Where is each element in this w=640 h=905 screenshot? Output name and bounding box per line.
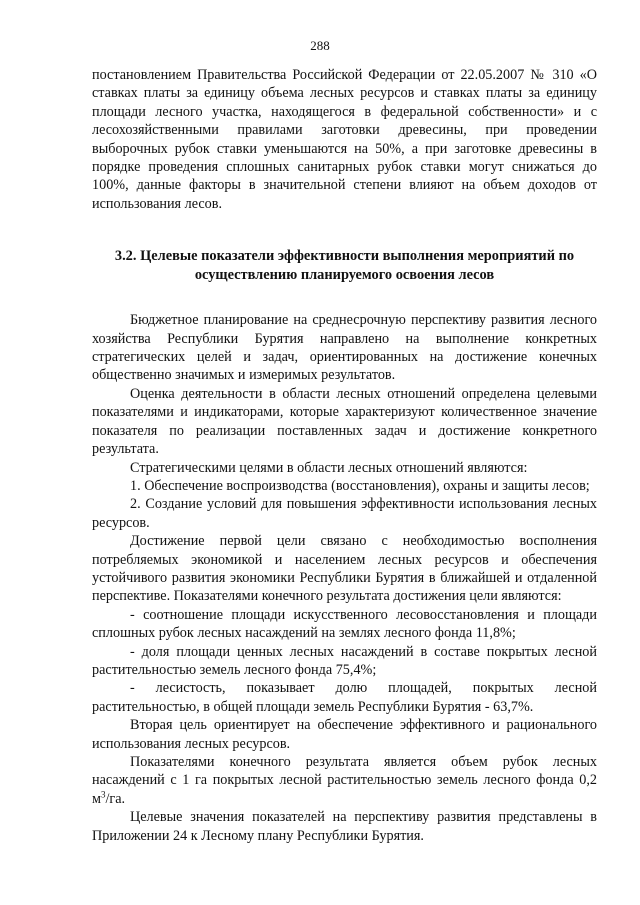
paragraph-target-values: Целевые значения показателей на перспективу развития представлены в Приложении 24 к Лесному плану Республики Бурятия. bbox=[92, 809, 597, 844]
result-unit: /га. bbox=[105, 790, 126, 807]
indicator-forest-cover: - лесистость, показывает долю площадей, покрытых лесной растительностью, в общей площади земель Республики Бурятия - 63,7%. bbox=[92, 680, 597, 715]
result-superscript: 3 bbox=[100, 789, 106, 800]
paragraph-assessment: Оценка деятельности в области лесных отношений определена целевыми показателями и индикаторами, которые характеризуют количественное значение показателя по реализации поставленных задач и достижение конкретного результата. bbox=[92, 385, 597, 458]
goal-item-1: 1. Обеспечение воспроизводства (восстановления), охраны и защиты лесов; bbox=[130, 477, 590, 494]
section-heading: 3.2. Целевые показатели эффективности выполнения мероприятий по осуществлению планируемого освоения лесов bbox=[114, 248, 575, 284]
page-number: 288 bbox=[310, 38, 330, 53]
goal-item-2: 2. Создание условий для повышения эффективности использования лесных ресурсов. bbox=[92, 496, 597, 531]
paragraph-second-goal: Вторая цель ориентирует на обеспечение эффективного и рационального использования лесных ресурсов. bbox=[92, 717, 597, 752]
intro-paragraph: постановлением Правительства Российской Федерации от 22.05.2007 № 310 «О ставках платы за единицу объема лесных ресурсов и ставках платы за единицу площади лесного участка, находящегося в федеральной собственности» и с лесохозяйственными правилами заготовки древесины, при проведении выборочных рубок ставки уменьшаются на 50%, а при заготовке древесины в порядке проведения сплошных санитарных рубок ставки могут снижаться до 100%, данные факторы в значительной степени влияют на объем доходов от использования лесов. bbox=[92, 67, 597, 212]
paragraph-result-indicator bbox=[92, 753, 597, 808]
indicator-valuable-stands-share: - доля площади ценных лесных насаждений в составе покрытых лесной растительностью земель лесного фонда 75,4%; bbox=[92, 643, 597, 678]
indicator-reforestation-ratio: - соотношение площади искусственного лесовосстановления и площади сплошных рубок лесных насаждений на землях лесного фонда 11,8%; bbox=[92, 606, 597, 642]
paragraph-strategic-goals: Стратегическими целями в области лесных отношений являются: bbox=[130, 459, 528, 476]
paragraph-budget-planning: Бюджетное планирование на среднесрочную перспективу развития лесного хозяйства Республики Бурятия направлено на выполнение конкретных стратегических целей и задач, ориентированных на достижение конечных общественно значимых и измеримых результатов. bbox=[92, 312, 597, 384]
paragraph-first-goal: Достижение первой цели связано с необходимостью восполнения потребляемых экономикой и населением лесных ресурсов и обеспечения устойчивого развития экономики Республики Бурятия в ближайшей и отдаленной перспективе. Показателями конечного результата достижения цели являются: bbox=[92, 533, 597, 605]
result-text: Показателями конечного результата является объем рубок лесных насаждений с 1 га покрытых лесной растительностью земель лесного фонда 0,2 м bbox=[92, 754, 597, 807]
page-body bbox=[92, 66, 597, 845]
